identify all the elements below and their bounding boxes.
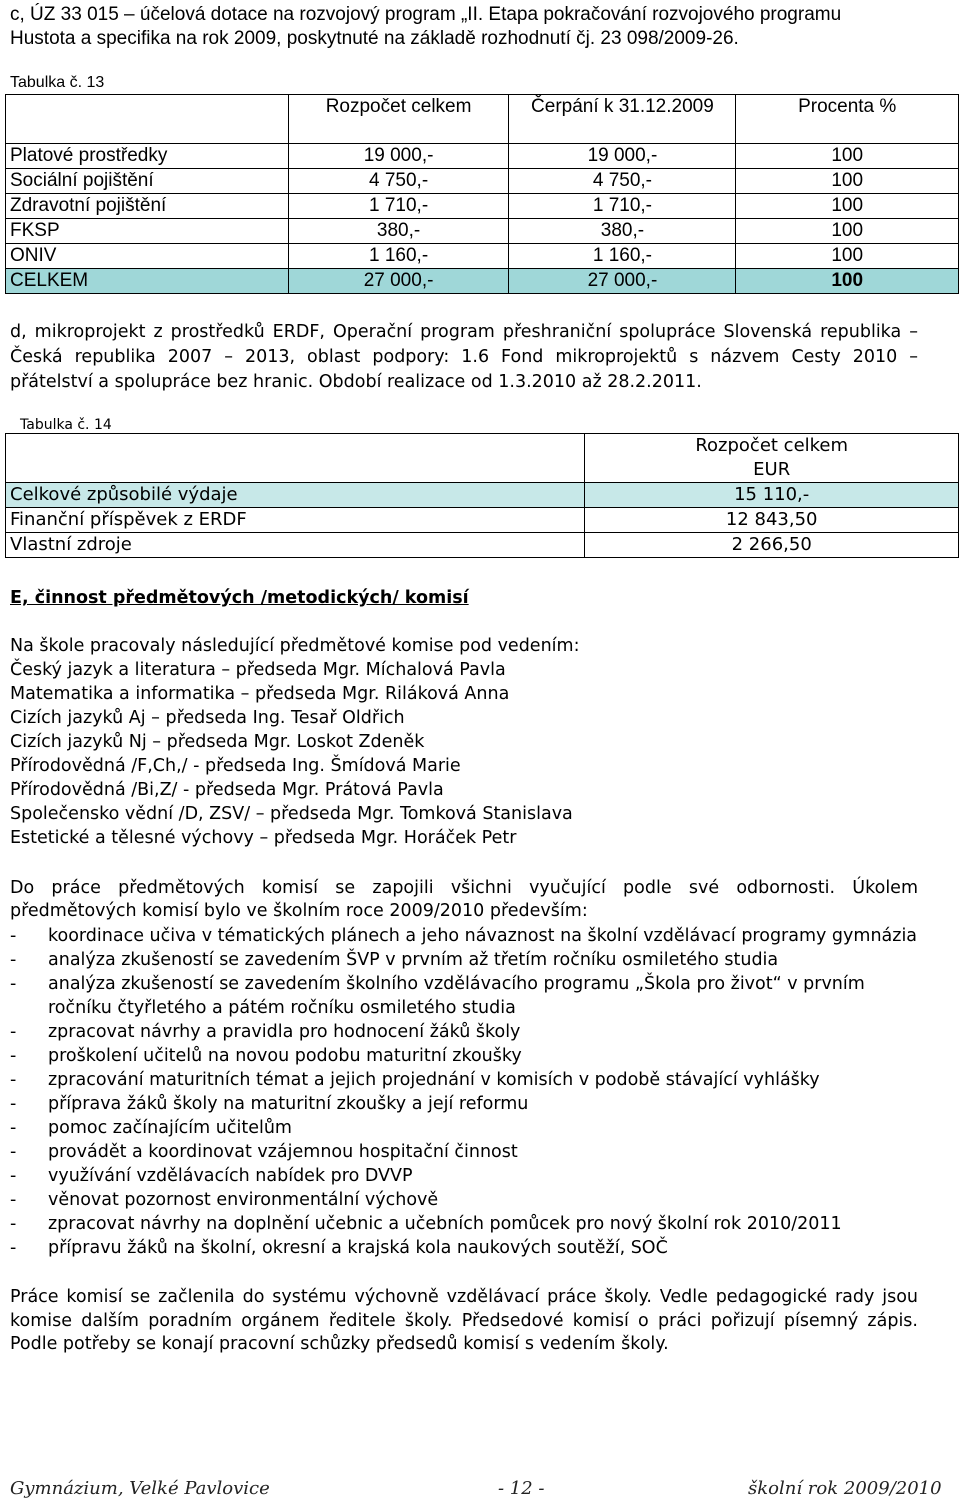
list-item-text: proškolení učitelů na novou podobu maturitní zkoušky: [48, 1046, 522, 1066]
intro-line-1: c, ÚZ 33 015 – účelová dotace na rozvojový program „II. Etapa pokračování rozvojového programu: [10, 4, 842, 25]
table-cell: FKSP: [6, 219, 289, 244]
table-cell: 1 710,-: [288, 194, 509, 219]
list-item-text: analýza zkušeností se zavedením školního vzdělávacího programu „Škola pro život“ v prvním: [48, 974, 865, 994]
table-cell: 12 843,50: [585, 508, 959, 533]
list-item: [10, 1212, 842, 1236]
section-d-line-3: přátelství a spolupráce bez hranic. Období realizace od 1.3.2010 až 28.2.2011.: [10, 372, 702, 392]
table-cell: 100: [736, 194, 959, 219]
list-item: Přírodovědná /Bi,Z/ - předseda Mgr. Prátová Pavla: [10, 780, 444, 800]
bullet-dash: -: [10, 1046, 17, 1066]
list-item: [10, 1020, 520, 1044]
bullet-dash: -: [10, 1238, 17, 1258]
bullet-dash: -: [10, 1214, 17, 1234]
table-14-header-line-1: Rozpočet celkem: [695, 435, 849, 456]
footer-school-name: Gymnázium, Velké Pavlovice: [10, 1478, 270, 1499]
list-item: Český jazyk a literatura – předseda Mgr. Míchalová Pavla: [10, 660, 506, 680]
bullet-dash: -: [10, 1190, 17, 1210]
list-item: Estetické a tělesné výchovy – předseda Mgr. Horáček Petr: [10, 828, 517, 848]
table-14-header-line-2: EUR: [753, 459, 791, 480]
table-14-header-empty: [6, 434, 585, 483]
bullet-dash: -: [10, 950, 17, 970]
table-cell: 4 750,-: [288, 169, 509, 194]
table-cell: 100: [736, 219, 959, 244]
table-cell: 380,-: [288, 219, 509, 244]
list-item: [10, 1188, 438, 1212]
bullet-dash: -: [10, 1142, 17, 1162]
bullet-dash: -: [10, 1022, 17, 1042]
table-row: [6, 194, 959, 219]
table-cell: Sociální pojištění: [6, 169, 289, 194]
table-cell: 2 266,50: [585, 533, 959, 558]
list-item: [10, 1164, 413, 1188]
table-cell: 1 160,-: [509, 244, 736, 269]
list-item: Společensko vědní /D, ZSV/ – předseda Mgr. Tomková Stanislava: [10, 804, 573, 824]
table-total-row: [6, 269, 959, 294]
table-cell: 100: [736, 244, 959, 269]
section-e-intro: Na škole pracovaly následující předmětové komise pod vedením:: [10, 636, 580, 656]
bullet-dash: -: [10, 1070, 17, 1090]
list-item-text: analýza zkušeností se zavedením ŠVP v prvním až třetím ročníku osmiletého studia: [48, 950, 779, 970]
table14-caption: Tabulka č. 14: [20, 417, 112, 433]
table-row: [6, 169, 959, 194]
list-item-text: koordinace učiva v tématických plánech a jeho návaznost na školní vzdělávací programy gymnázia: [48, 926, 918, 946]
list-item: Přírodovědná /F,Ch,/ - předseda Ing. Šmídová Marie: [10, 756, 461, 776]
section-e-para2-line-2: komise dalším poradním orgánem ředitele školy. Předsedové komisí o práci pořizují písemný zápis.: [10, 1311, 918, 1331]
table-14-header-budget: [585, 434, 959, 483]
table-13-header-percent: Procenta %: [736, 95, 959, 144]
section-e-para2-line-3: Podle potřeby se konají pracovní schůzky předsedů komisí s vedením školy.: [10, 1334, 669, 1354]
table-cell: 15 110,-: [585, 483, 959, 508]
table-cell: 1 160,-: [288, 244, 509, 269]
table-cell: 100: [736, 144, 959, 169]
list-item-text: využívání vzdělávacích nabídek pro DVVP: [48, 1166, 413, 1186]
list-item: Cizích jazyků Nj – předseda Mgr. Loskot Zdeněk: [10, 732, 425, 752]
list-item: [10, 1044, 522, 1068]
section-d-line-2: Česká republika 2007 – 2013, oblast podpory: 1.6 Fond mikroprojektů s názvem Cesty 2010 –: [10, 347, 918, 367]
list-item: [10, 924, 917, 948]
table-cell: 380,-: [509, 219, 736, 244]
table-13-header-row: [6, 95, 959, 144]
list-item-text: zpracovat návrhy na doplnění učebnic a učebních pomůcek pro nový školní rok 2010/2011: [48, 1214, 842, 1234]
table-cell: ONIV: [6, 244, 289, 269]
table-13: [5, 94, 959, 294]
table-cell: 19 000,-: [288, 144, 509, 169]
footer-page-number: - 12 -: [498, 1478, 545, 1499]
table13-caption: Tabulka č. 13: [10, 74, 105, 91]
table-row: [6, 244, 959, 269]
table-cell: 100: [736, 269, 959, 294]
list-item-text: zpracovat návrhy a pravidla pro hodnocení žáků školy: [48, 1022, 521, 1042]
list-item: [10, 972, 865, 996]
list-item: [10, 948, 778, 972]
table-cell: 4 750,-: [509, 169, 736, 194]
list-item: [10, 1140, 518, 1164]
list-item-text: přípravu žáků na školní, okresní a krajská kola naukových soutěží, SOČ: [48, 1238, 668, 1258]
table-14-header-row: [6, 434, 959, 483]
section-e-heading: E, činnost předmětových /metodických/ komisí: [10, 588, 469, 608]
table-13-header-spent: Čerpání k 31.12.2009: [509, 95, 736, 144]
section-e-para1-line-1: Do práce předmětových komisí se zapojili všichni vyučující podle své odbornosti. Úkolem: [10, 878, 918, 898]
list-item-text: provádět a koordinovat vzájemnou hospitační činnost: [48, 1142, 518, 1162]
list-item: [10, 1116, 292, 1140]
table-cell: Zdravotní pojištění: [6, 194, 289, 219]
table-13-header-budget: Rozpočet celkem: [288, 95, 509, 144]
list-item: [10, 1236, 668, 1260]
table-cell: Vlastní zdroje: [6, 533, 585, 558]
list-item-continuation: ročníku čtyřletého a pátém ročníku osmiletého studia: [48, 998, 516, 1018]
table-cell: 27 000,-: [509, 269, 736, 294]
section-d-line-1: d, mikroprojekt z prostředků ERDF, Operační program přeshraniční spolupráce Slovenská republika –: [10, 322, 918, 342]
table-14: [5, 433, 959, 558]
table-13-header-empty: [6, 95, 289, 144]
list-item-text: pomoc začínajícím učitelům: [48, 1118, 292, 1138]
intro-line-2: Hustota a specifika na rok 2009, poskytnuté na základě rozhodnutí čj. 23 098/2009-26.: [10, 28, 739, 49]
table-cell: 19 000,-: [509, 144, 736, 169]
list-item-text: příprava žáků školy na maturitní zkoušky a její reformu: [48, 1094, 529, 1114]
section-e-para2-line-1: Práce komisí se začlenila do systému výchovně vzdělávací práce školy. Vedle pedagogické rady jsou: [10, 1287, 918, 1307]
bullet-dash: -: [10, 1166, 17, 1186]
table-row: [6, 508, 959, 533]
section-e-para1-line-2: předmětových komisí bylo ve školním roce 2009/2010 především:: [10, 901, 588, 921]
list-item-text: věnovat pozornost environmentální výchově: [48, 1190, 439, 1210]
table-cell: 1 710,-: [509, 194, 736, 219]
table-cell: Platové prostředky: [6, 144, 289, 169]
list-item-text: zpracování maturitních témat a jejich projednání v komisích v podobě stávající vyhlášky: [48, 1070, 820, 1090]
list-item: Matematika a informatika – předseda Mgr. Riláková Anna: [10, 684, 510, 704]
bullet-dash: -: [10, 1118, 17, 1138]
bullet-dash: -: [10, 926, 17, 946]
table-row: [6, 219, 959, 244]
table-row: [6, 144, 959, 169]
table-cell: 100: [736, 169, 959, 194]
bullet-dash: -: [10, 974, 17, 994]
list-item: [10, 1068, 820, 1092]
footer-school-year: školní rok 2009/2010: [748, 1478, 942, 1499]
table-row: [6, 533, 959, 558]
table-cell: Celkové způsobilé výdaje: [6, 483, 585, 508]
table-cell: 27 000,-: [288, 269, 509, 294]
list-item: Cizích jazyků Aj – předseda Ing. Tesař Oldřich: [10, 708, 405, 728]
list-item: [10, 1092, 528, 1116]
bullet-dash: -: [10, 1094, 17, 1114]
table-cell: CELKEM: [6, 269, 289, 294]
table-row: [6, 483, 959, 508]
table-cell: Finanční příspěvek z ERDF: [6, 508, 585, 533]
